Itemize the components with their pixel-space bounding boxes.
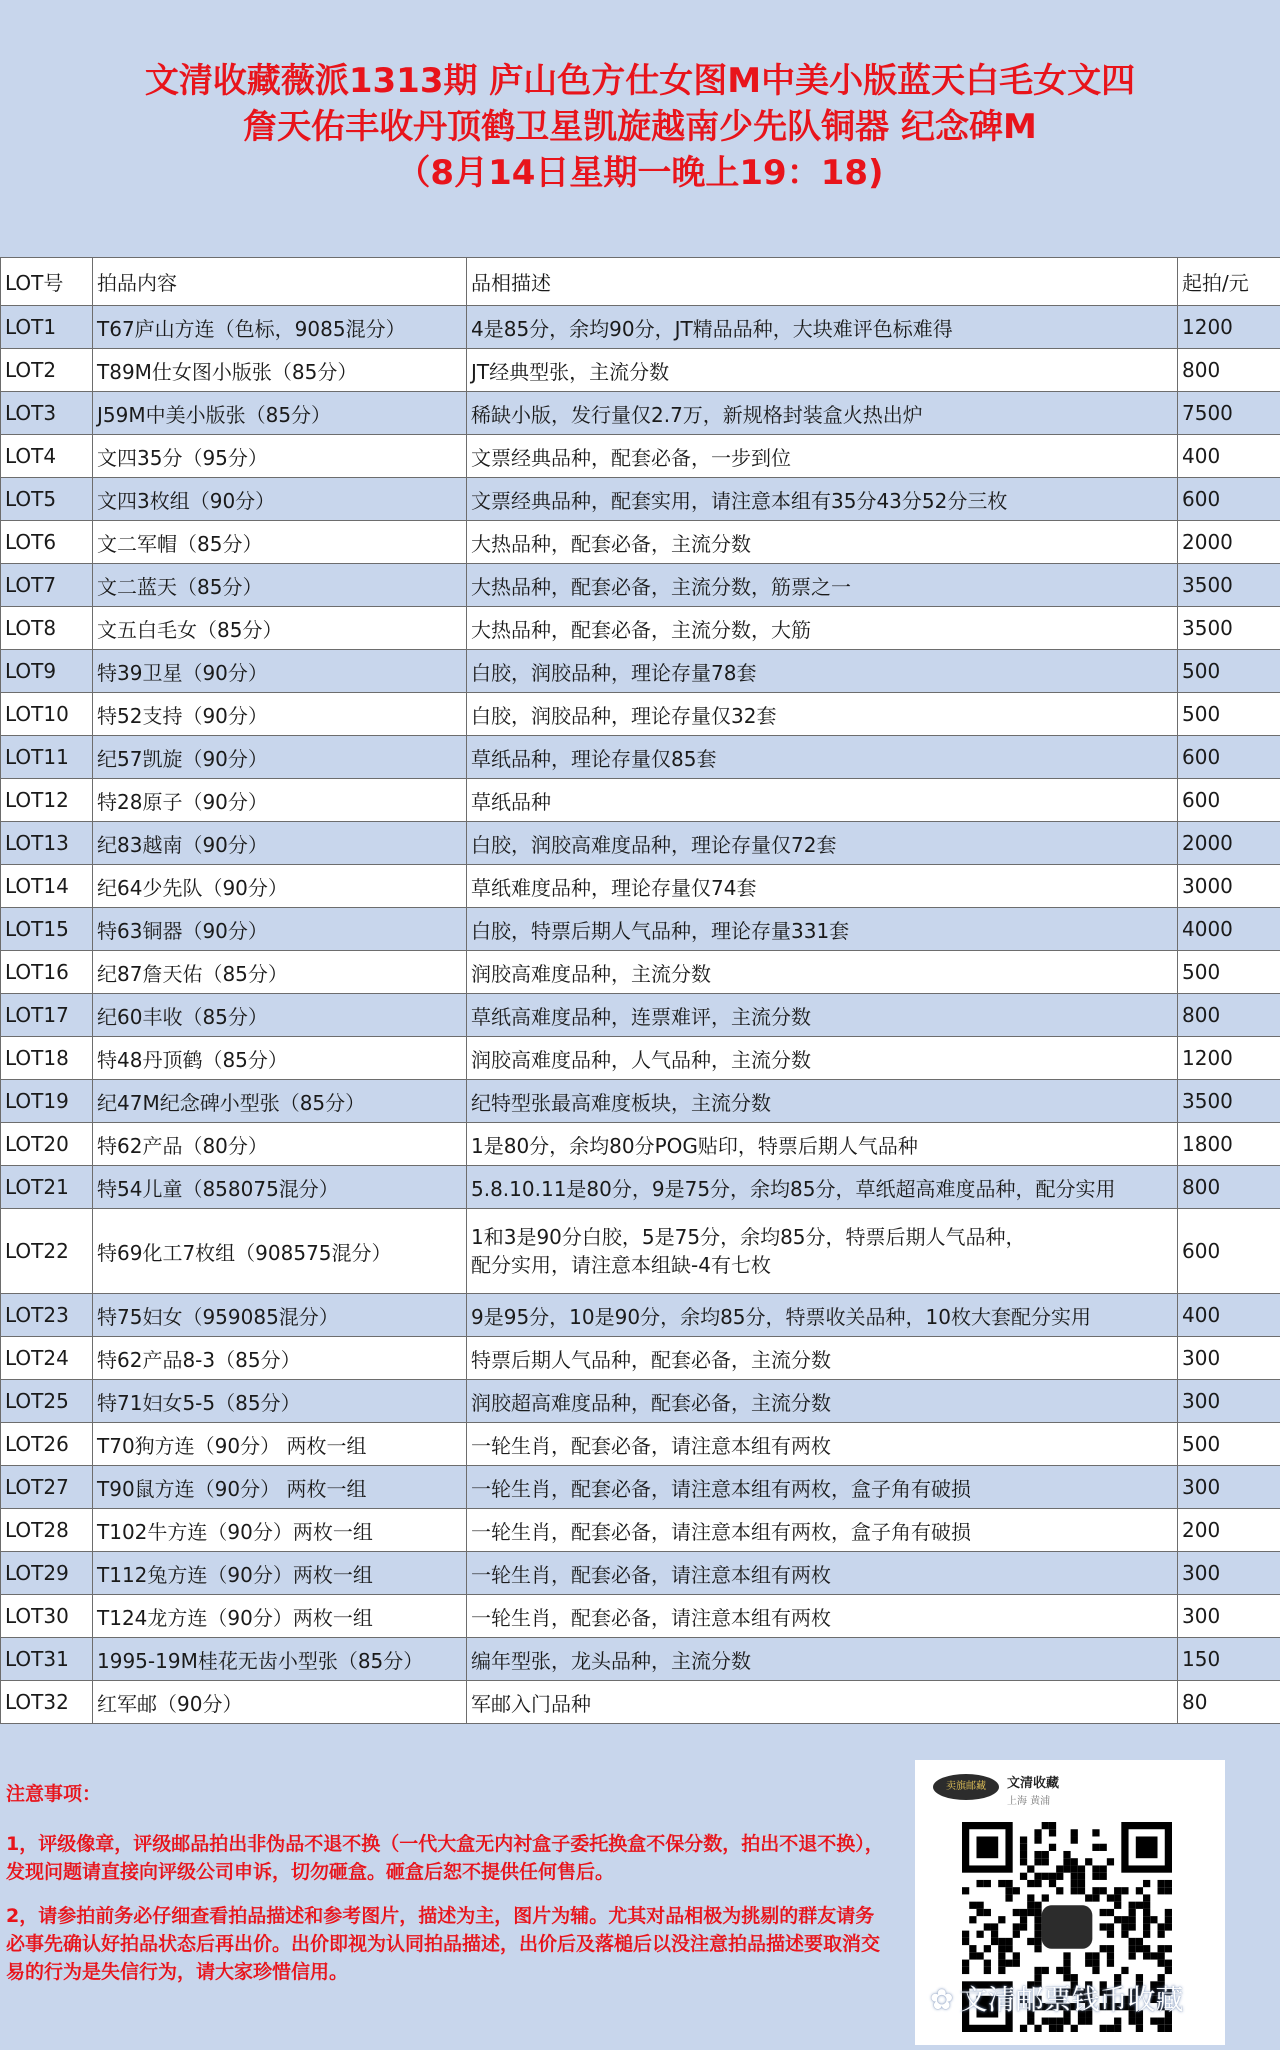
table-row xyxy=(1,1123,1280,1166)
header-description: 品相描述 xyxy=(467,258,1178,306)
lot-item: T67庐山方连（色标，9085混分） xyxy=(93,306,467,349)
table-row xyxy=(1,1380,1280,1423)
table-row xyxy=(1,1638,1280,1681)
table-row xyxy=(1,1509,1280,1552)
lot-number: LOT17 xyxy=(1,994,93,1037)
table-row xyxy=(1,1209,1280,1294)
watermark-text: 文清邮票钱币收藏 xyxy=(959,1983,1184,2016)
lot-start-price: 3000 xyxy=(1178,865,1280,908)
lot-start-price: 800 xyxy=(1178,1166,1280,1209)
lot-description: 白胶，润胶高难度品种，理论存量仅72套 xyxy=(467,822,1178,865)
lot-description: 大热品种，配套必备，主流分数 xyxy=(467,521,1178,564)
lot-start-price: 7500 xyxy=(1178,392,1280,435)
lot-number: LOT13 xyxy=(1,822,93,865)
lot-item: 特62产品（80分） xyxy=(93,1123,467,1166)
lot-number: LOT31 xyxy=(1,1638,93,1681)
lot-item: 纪47M纪念碑小型张（85分） xyxy=(93,1080,467,1123)
lot-start-price: 150 xyxy=(1178,1638,1280,1681)
lot-item: 特69化工7枚组（908575混分） xyxy=(93,1209,467,1294)
lot-description: 润胶超高难度品种，配套必备，主流分数 xyxy=(467,1380,1178,1423)
table-row xyxy=(1,521,1280,564)
lot-start-price: 500 xyxy=(1178,951,1280,994)
account-name: 文清收藏 xyxy=(1007,1776,1060,1791)
table-row xyxy=(1,908,1280,951)
lot-item: 纪60丰收（85分） xyxy=(93,994,467,1037)
table-row xyxy=(1,1037,1280,1080)
lot-description: 一轮生肖，配套必备，请注意本组有两枚 xyxy=(467,1595,1178,1638)
header-item: 拍品内容 xyxy=(93,258,467,306)
lot-start-price: 1200 xyxy=(1178,306,1280,349)
lot-start-price: 600 xyxy=(1178,779,1280,822)
lot-number: LOT2 xyxy=(1,349,93,392)
lot-start-price: 300 xyxy=(1178,1380,1280,1423)
lot-number: LOT23 xyxy=(1,1294,93,1337)
lot-start-price: 300 xyxy=(1178,1595,1280,1638)
table-row xyxy=(1,1166,1280,1209)
lot-item: J59M中美小版张（85分） xyxy=(93,392,467,435)
lot-start-price: 800 xyxy=(1178,349,1280,392)
auction-title xyxy=(0,58,1280,196)
lot-item: T112兔方连（90分）两枚一组 xyxy=(93,1552,467,1595)
lot-item: 纪64少先队（90分） xyxy=(93,865,467,908)
lot-description: 文票经典品种，配套必备，一步到位 xyxy=(467,435,1178,478)
lot-item: T89M仕女图小版张（85分） xyxy=(93,349,467,392)
lot-description: 一轮生肖，配套必备，请注意本组有两枚，盒子角有破损 xyxy=(467,1466,1178,1509)
lot-item: 特28原子（90分） xyxy=(93,779,467,822)
lot-item: 特48丹顶鹤（85分） xyxy=(93,1037,467,1080)
lot-description: 纪特型张最高难度板块，主流分数 xyxy=(467,1080,1178,1123)
table-row xyxy=(1,693,1280,736)
lot-item: 纪57凯旋（90分） xyxy=(93,736,467,779)
lot-description: 文票经典品种，配套实用，请注意本组有35分43分52分三枚 xyxy=(467,478,1178,521)
notice-section xyxy=(6,1780,886,2002)
lot-description: 1是80分，余均80分POG贴印，特票后期人气品种 xyxy=(467,1123,1178,1166)
lot-description: 9是95分，10是90分，余均85分，特票收关品种，10枚大套配分实用 xyxy=(467,1294,1178,1337)
lot-start-price: 2000 xyxy=(1178,822,1280,865)
lot-description: 润胶高难度品种，人气品种，主流分数 xyxy=(467,1037,1178,1080)
table-row xyxy=(1,478,1280,521)
lot-item: 特62产品8-3（85分） xyxy=(93,1337,467,1380)
lot-number: LOT9 xyxy=(1,650,93,693)
lot-number: LOT24 xyxy=(1,1337,93,1380)
lot-start-price: 200 xyxy=(1178,1509,1280,1552)
lot-item: T90鼠方连（90分） 两枚一组 xyxy=(93,1466,467,1509)
lot-description: 白胶，特票后期人气品种，理论存量331套 xyxy=(467,908,1178,951)
table-row xyxy=(1,564,1280,607)
lot-number: LOT18 xyxy=(1,1037,93,1080)
lot-item: 1995-19M桂花无齿小型张（85分） xyxy=(93,1638,467,1681)
lot-description: 草纸品种 xyxy=(467,779,1178,822)
lot-item: 纪83越南（90分） xyxy=(93,822,467,865)
lot-start-price: 4000 xyxy=(1178,908,1280,951)
lot-description: 一轮生肖，配套必备，请注意本组有两枚 xyxy=(467,1552,1178,1595)
lot-description: 草纸品种，理论存量仅85套 xyxy=(467,736,1178,779)
lot-description xyxy=(467,1209,1178,1294)
table-row xyxy=(1,1294,1280,1337)
lot-item: T102牛方连（90分）两枚一组 xyxy=(93,1509,467,1552)
table-body xyxy=(1,306,1280,1724)
header-lot: LOT号 xyxy=(1,258,93,306)
lot-start-price: 400 xyxy=(1178,1294,1280,1337)
lot-number: LOT20 xyxy=(1,1123,93,1166)
lot-number: LOT7 xyxy=(1,564,93,607)
lot-item: T124龙方连（90分）两枚一组 xyxy=(93,1595,467,1638)
lot-number: LOT5 xyxy=(1,478,93,521)
title-line-3: （8月14日星期一晚上19：18) xyxy=(396,153,884,193)
lot-number: LOT8 xyxy=(1,607,93,650)
lot-item: 特39卫星（90分） xyxy=(93,650,467,693)
lot-description: 稀缺小版，发行量仅2.7万，新规格封装盒火热出炉 xyxy=(467,392,1178,435)
lot-description: 草纸难度品种，理论存量仅74套 xyxy=(467,865,1178,908)
table-row xyxy=(1,1595,1280,1638)
lot-start-price: 80 xyxy=(1178,1681,1280,1724)
table-row xyxy=(1,736,1280,779)
lot-number: LOT14 xyxy=(1,865,93,908)
lot-description-line: 配分实用，请注意本组缺-4有七枚 xyxy=(471,1253,771,1277)
lot-number: LOT19 xyxy=(1,1080,93,1123)
lot-number: LOT29 xyxy=(1,1552,93,1595)
lot-number: LOT26 xyxy=(1,1423,93,1466)
lot-number: LOT1 xyxy=(1,306,93,349)
account-location: 上海 黄浦 xyxy=(1007,1796,1051,1807)
lot-item: 特75妇女（959085混分） xyxy=(93,1294,467,1337)
lot-start-price: 3500 xyxy=(1178,564,1280,607)
table-row xyxy=(1,435,1280,478)
lot-item: 文五白毛女（85分） xyxy=(93,607,467,650)
lot-start-price: 300 xyxy=(1178,1552,1280,1595)
lot-number: LOT4 xyxy=(1,435,93,478)
table-row xyxy=(1,994,1280,1037)
lot-start-price: 300 xyxy=(1178,1466,1280,1509)
table-row xyxy=(1,1552,1280,1595)
lot-start-price: 600 xyxy=(1178,478,1280,521)
lot-description: 一轮生肖，配套必备，请注意本组有两枚 xyxy=(467,1423,1178,1466)
lot-number: LOT22 xyxy=(1,1209,93,1294)
lot-start-price: 3500 xyxy=(1178,607,1280,650)
lot-start-price: 3500 xyxy=(1178,1080,1280,1123)
lot-start-price: 600 xyxy=(1178,736,1280,779)
lot-description: 大热品种，配套必备，主流分数，大筋 xyxy=(467,607,1178,650)
lot-number: LOT16 xyxy=(1,951,93,994)
table-row xyxy=(1,1337,1280,1380)
lot-start-price: 500 xyxy=(1178,693,1280,736)
lot-description: 润胶高难度品种，主流分数 xyxy=(467,951,1178,994)
lot-number: LOT11 xyxy=(1,736,93,779)
notice-heading: 注意事项： xyxy=(6,1783,102,1805)
lot-start-price: 800 xyxy=(1178,994,1280,1037)
lot-description: 5.8.10.11是80分，9是75分，余均85分，草纸超高难度品种，配分实用 xyxy=(467,1166,1178,1209)
table-row xyxy=(1,392,1280,435)
lot-item: 文二军帽（85分） xyxy=(93,521,467,564)
lot-description: 一轮生肖，配套必备，请注意本组有两枚，盒子角有破损 xyxy=(467,1509,1178,1552)
table-row xyxy=(1,1681,1280,1724)
table-row xyxy=(1,1466,1280,1509)
lot-start-price: 600 xyxy=(1178,1209,1280,1294)
table-row xyxy=(1,1080,1280,1123)
table-row xyxy=(1,779,1280,822)
notice-item-1: 1，评级像章，评级邮品拍出非伪品不退不换（一代大盒无内衬盒子委托换盒不保分数，拍出不退不换），发现问题请直接向评级公司申诉，切勿砸盒。砸盒后恕不提供任何售后。 xyxy=(6,1833,884,1883)
title-line-2: 詹天佑丰收丹顶鹤卫星凯旋越南少先队铜器 纪念碑M xyxy=(243,107,1037,147)
table-header-row xyxy=(1,258,1280,306)
lot-start-price: 500 xyxy=(1178,1423,1280,1466)
table-row xyxy=(1,349,1280,392)
auction-lot-table xyxy=(0,257,1280,1724)
lot-description: 白胶，润胶品种，理论存量仅32套 xyxy=(467,693,1178,736)
header-start-price: 起拍/元 xyxy=(1178,258,1280,306)
lot-description: 军邮入门品种 xyxy=(467,1681,1178,1724)
lot-number: LOT27 xyxy=(1,1466,93,1509)
notice-item-2: 2，请参拍前务必仔细查看拍品描述和参考图片，描述为主，图片为辅。尤其对品相极为挑剔的群友请务必事先确认好拍品状态后再出价。出价即视为认同拍品描述，出价后及落槌后以没注意拍品描述要取消交易的行为是失信行为，请大家珍惜信用。 xyxy=(6,1905,881,1983)
lot-start-price: 1200 xyxy=(1178,1037,1280,1080)
lot-number: LOT12 xyxy=(1,779,93,822)
account-logo: 卖旗邮藏 xyxy=(933,1774,999,1800)
table-row xyxy=(1,1423,1280,1466)
lot-number: LOT10 xyxy=(1,693,93,736)
table-row xyxy=(1,951,1280,994)
lot-number: LOT6 xyxy=(1,521,93,564)
lot-number: LOT32 xyxy=(1,1681,93,1724)
lot-number: LOT30 xyxy=(1,1595,93,1638)
lot-item: 特71妇女5-5（85分） xyxy=(93,1380,467,1423)
lot-description: JT经典型张，主流分数 xyxy=(467,349,1178,392)
lot-description: 编年型张，龙头品种，主流分数 xyxy=(467,1638,1178,1681)
lot-start-price: 500 xyxy=(1178,650,1280,693)
table-row xyxy=(1,865,1280,908)
lot-item: 文二蓝天（85分） xyxy=(93,564,467,607)
lot-start-price: 2000 xyxy=(1178,521,1280,564)
lot-description: 草纸高难度品种，连票难评，主流分数 xyxy=(467,994,1178,1037)
wechat-icon: ✿ xyxy=(930,1983,954,2016)
table-row xyxy=(1,607,1280,650)
lot-description: 大热品种，配套必备，主流分数，筋票之一 xyxy=(467,564,1178,607)
lot-start-price: 300 xyxy=(1178,1337,1280,1380)
table-row xyxy=(1,650,1280,693)
lot-item: 特54儿童（858075混分） xyxy=(93,1166,467,1209)
lot-item: 特52支持（90分） xyxy=(93,693,467,736)
lot-item: 文四35分（95分） xyxy=(93,435,467,478)
lot-description-line: 1和3是90分白胶，5是75分，余均85分，特票后期人气品种， xyxy=(471,1225,1026,1249)
lot-start-price: 400 xyxy=(1178,435,1280,478)
lot-item: 红军邮（90分） xyxy=(93,1681,467,1724)
lot-item: 特63铜器（90分） xyxy=(93,908,467,951)
lot-item: 文四3枚组（90分） xyxy=(93,478,467,521)
lot-number: LOT25 xyxy=(1,1380,93,1423)
lot-start-price: 1800 xyxy=(1178,1123,1280,1166)
title-line-1: 文清收藏薇派1313期 庐山色方仕女图M中美小版蓝天白毛女文四 xyxy=(144,61,1136,101)
lot-number: LOT15 xyxy=(1,908,93,951)
watermark xyxy=(930,1978,1183,2018)
lot-description: 白胶，润胶品种，理论存量78套 xyxy=(467,650,1178,693)
lot-number: LOT28 xyxy=(1,1509,93,1552)
table-row xyxy=(1,822,1280,865)
lot-number: LOT3 xyxy=(1,392,93,435)
lot-description: 特票后期人气品种，配套必备，主流分数 xyxy=(467,1337,1178,1380)
lot-number: LOT21 xyxy=(1,1166,93,1209)
lot-description: 4是85分，余均90分，JT精品品种，大块难评色标难得 xyxy=(467,306,1178,349)
lot-item: T70狗方连（90分） 两枚一组 xyxy=(93,1423,467,1466)
lot-item: 纪87詹天佑（85分） xyxy=(93,951,467,994)
table-row xyxy=(1,306,1280,349)
